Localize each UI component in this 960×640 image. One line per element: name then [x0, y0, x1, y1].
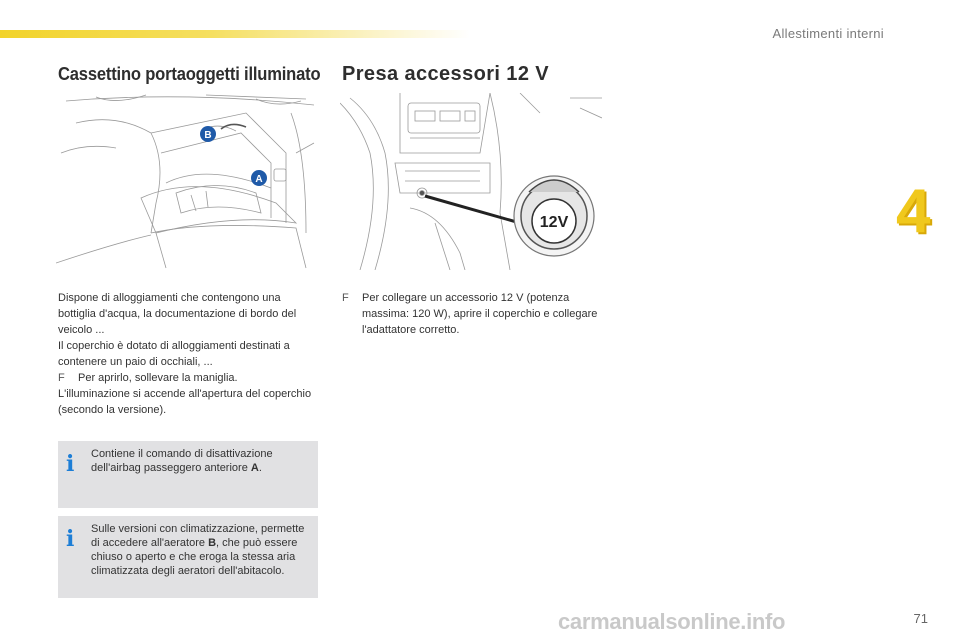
info-box-aerator — [58, 516, 318, 598]
info-icon: i — [66, 451, 75, 477]
glovebox-illustration — [56, 93, 318, 270]
socket-illustration — [340, 93, 602, 270]
glovebox-heading: Cassettino portaoggetti illuminato — [58, 64, 321, 84]
callout-b — [200, 126, 216, 142]
info-icon: i — [66, 526, 75, 552]
chapter-number: 4 — [896, 177, 931, 246]
bullet-item: F Per aprirlo, sollevare la maniglia. — [58, 372, 238, 384]
glovebox-description — [58, 290, 320, 418]
svg-text:A: A — [255, 174, 263, 185]
bullet-marker: F — [58, 372, 65, 384]
svg-text:B: B — [204, 130, 212, 141]
svg-text:12V: 12V — [539, 214, 569, 231]
socket-description — [342, 290, 607, 338]
callout-a — [251, 170, 267, 186]
info-text: Sulle versioni con climatizzazione, permette di accedere all'aeratore B, che può essere chiuso o aperto e che eroga la stessa aria climatizzata degli aeratori dell'abitacolo. — [91, 523, 305, 577]
section-title: Allestimenti interni — [772, 26, 884, 41]
socket-heading: Presa accessori 12 V — [342, 63, 550, 85]
paragraph: L'illuminazione si accende all'apertura del coperchio (secondo la versione). — [58, 388, 312, 416]
info-text: Contiene il comando di disattivazione dell'airbag passeggero anteriore A. — [91, 448, 273, 474]
bullet-item: F Per collegare un accessorio 12 V (potenza massima: 120 W), aprire il coperchio e collegare l'adattatore corretto. — [342, 292, 598, 336]
paragraph: Il coperchio è dotato di alloggiamenti destinati a contenere un paio di occhiali, ... — [58, 340, 290, 368]
paragraph: Dispone di alloggiamenti che contengono una bottiglia d'acqua, la documentazione di bordo del veicolo ... — [58, 292, 297, 336]
socket-zoom — [514, 176, 594, 256]
info-box-airbag — [58, 441, 318, 508]
page-number: 71 — [913, 611, 928, 626]
watermark: carmanualsonline.info — [558, 609, 786, 634]
header-accent-bar — [0, 30, 470, 38]
bullet-marker: F — [342, 292, 349, 304]
